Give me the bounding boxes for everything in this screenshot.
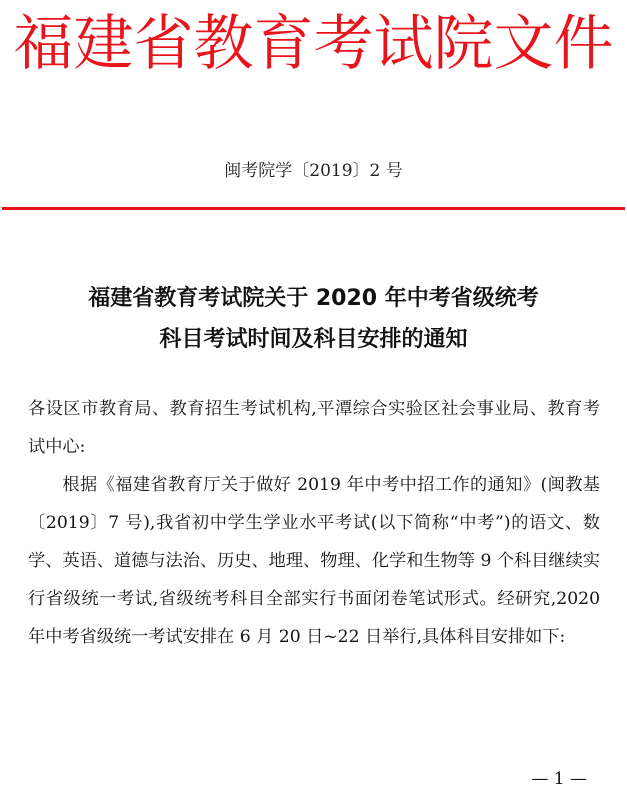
notice-title bbox=[0, 278, 627, 360]
document-number: 闽考院学〔2019〕2 号 bbox=[224, 161, 403, 181]
body-paragraph-1: 根据《福建省教育厅关于做好 2019 年中考中招工作的通知》(闽教基〔2019〕7 号),我省初中学生学业水平考试(以下简称“中考”)的语文、数学、英语、道德与法治、历史、地理、物理、化学和生物等 9 个科目继续实行省级统一考试,省级统考科目全部实行书面闭卷笔试形式。经研究,2020 年中考省级统一考试安排在 6 月 20 日~22 日举行,具体科目安排如下: bbox=[28, 475, 600, 647]
page-number: — 1 — bbox=[531, 769, 587, 789]
notice-body bbox=[28, 390, 600, 656]
salutation: 各设区市教育局、教育招生考试机构,平潭综合实验区社会事业局、教育考试中心: bbox=[28, 399, 600, 457]
notice-title-line-2: 科目考试时间及科目安排的通知 bbox=[159, 327, 468, 352]
notice-title-line-1: 福建省教育考试院关于 2020 年中考省级统考 bbox=[88, 286, 539, 311]
masthead-title: 福建省教育考试院文件 bbox=[13, 9, 614, 79]
header-divider bbox=[2, 207, 625, 210]
